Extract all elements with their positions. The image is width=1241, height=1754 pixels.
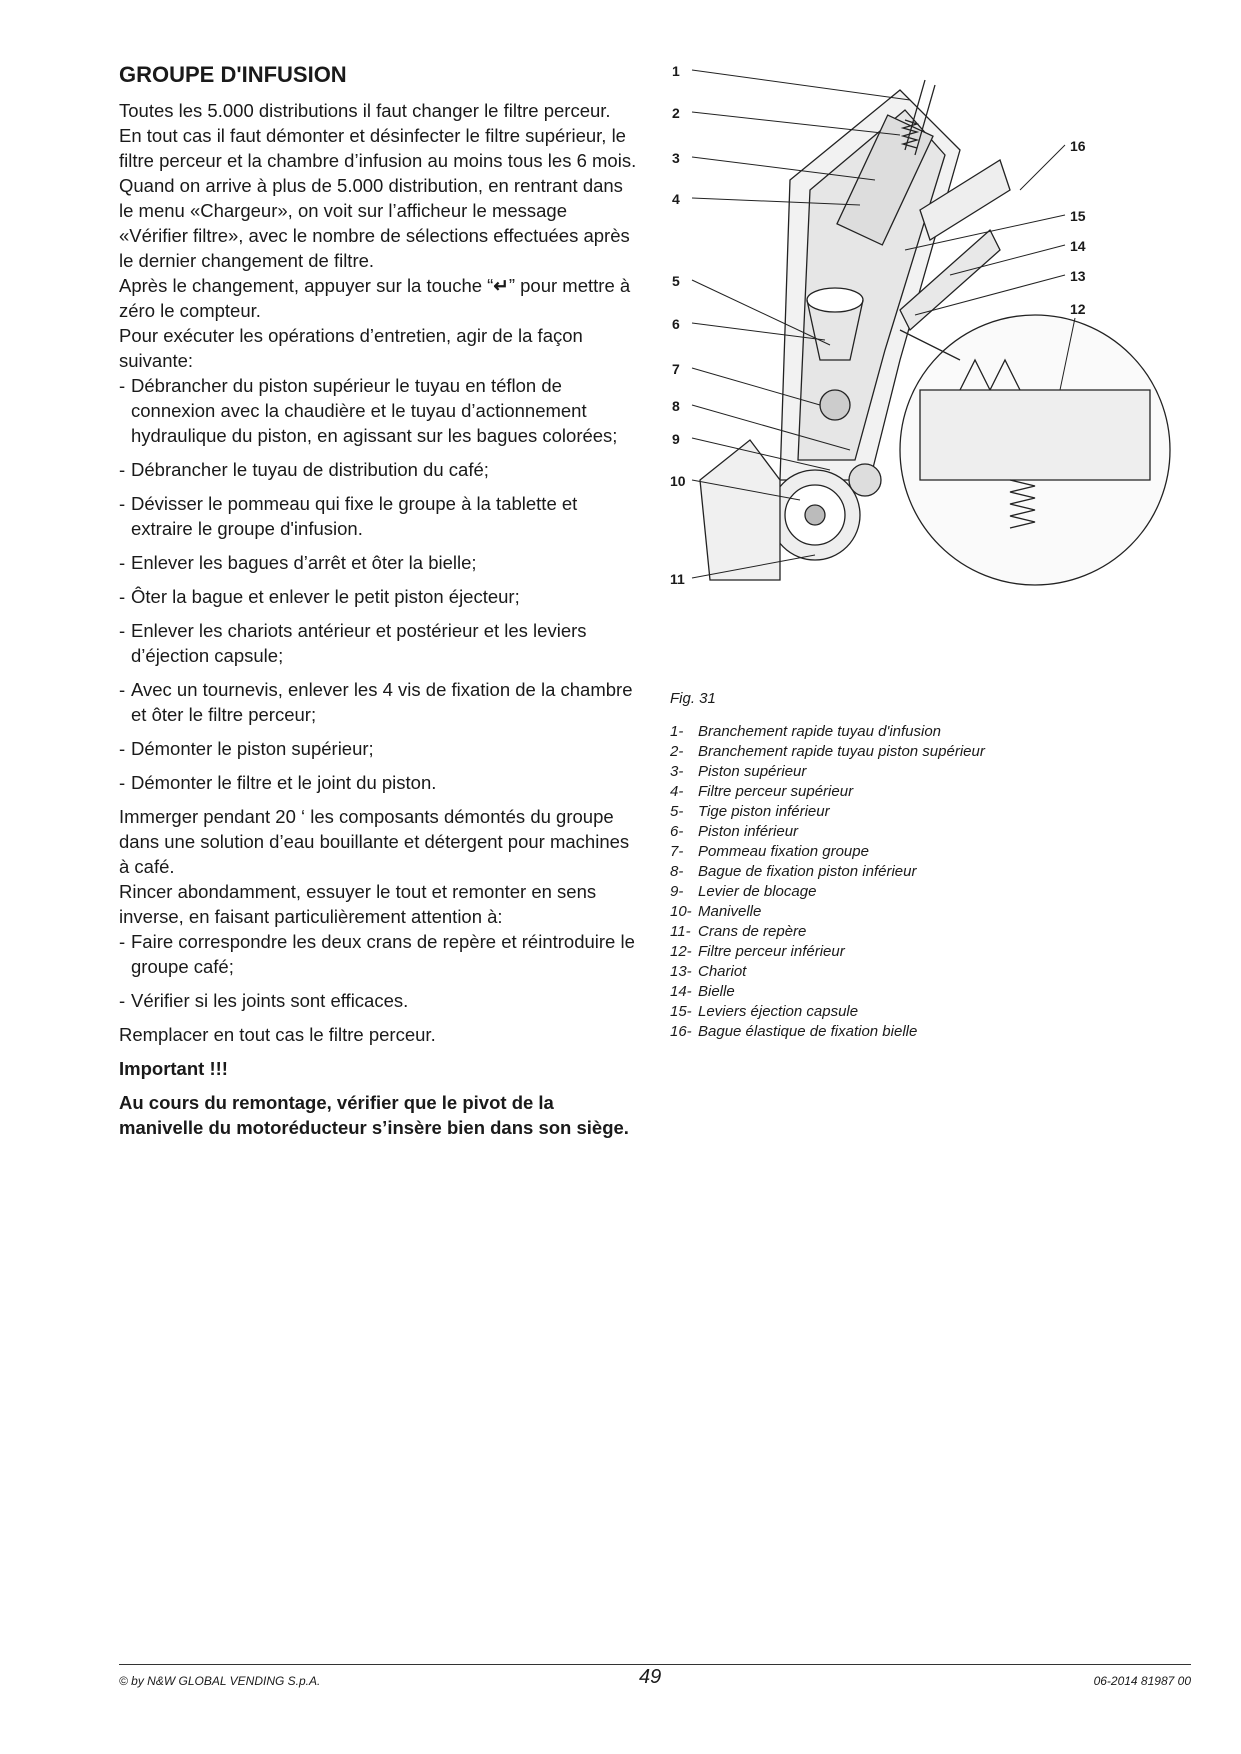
footer-copyright: © by N&W GLOBAL VENDING S.p.A.	[119, 1674, 321, 1688]
legend-number: 8-	[670, 863, 684, 880]
callout-8: 8	[672, 398, 680, 414]
legend-number: 4-	[670, 783, 684, 800]
callout-1: 1	[672, 63, 680, 79]
legend-text: Levier de blocage	[698, 883, 817, 900]
legend-number: 13-	[670, 963, 692, 980]
legend-number: 1-	[670, 723, 684, 740]
legend-number: 7-	[670, 843, 684, 860]
step-text: Débrancher le tuyau de distribution du café;	[131, 459, 489, 480]
legend-item	[670, 1002, 985, 1022]
enter-key-icon: ↵	[493, 275, 509, 296]
detail-filter-base-shape	[920, 390, 1150, 480]
legend-text: Branchement rapide tuyau piston supérieur	[698, 743, 985, 760]
step-item: - Ôter la bague et enlever le petit piston éjecteur;	[119, 584, 639, 609]
chamber-top-shape	[807, 288, 863, 312]
intro-paragraph-2: En tout cas il faut démonter et désinfecter le filtre supérieur, le filtre perceur et la chambre d’infusion au moins tous les 6 mois.	[119, 125, 637, 171]
legend-item	[670, 842, 985, 862]
step-text: Enlever les bagues d’arrêt et ôter la bielle;	[131, 552, 477, 573]
reset-paragraph	[119, 273, 639, 323]
legend-text: Filtre perceur supérieur	[698, 783, 854, 800]
legend-item	[670, 942, 985, 962]
legend-text: Filtre perceur inférieur	[698, 943, 845, 960]
callout-11: 11	[670, 571, 685, 587]
legend-number: 11-	[670, 923, 691, 940]
step-item: - Débrancher le tuyau de distribution du café;	[119, 457, 639, 482]
legend-item	[670, 742, 985, 762]
knob-shape	[820, 390, 850, 420]
step-item: - Enlever les bagues d’arrêt et ôter la bielle;	[119, 550, 639, 575]
callout-7: 7	[672, 361, 680, 377]
important-heading: Important !!!	[119, 1058, 228, 1079]
step-text: Avec un tournevis, enlever les 4 vis de fixation de la chambre et ôter le filtre perceur;	[131, 679, 633, 725]
callout-3: 3	[672, 150, 680, 166]
infusion-group-diagram	[670, 60, 1190, 670]
legend-text: Branchement rapide tuyau d'infusion	[698, 723, 942, 740]
step-item: - Enlever les chariots antérieur et postérieur et les leviers d’éjection capsule;	[119, 618, 639, 668]
legend-text: Chariot	[698, 963, 747, 980]
callout-10: 10	[670, 473, 686, 489]
legend-item	[670, 902, 985, 922]
legend-number: 3-	[670, 763, 684, 780]
step-item: - Dévisser le pommeau qui fixe le groupe à la tablette et extraire le groupe d'infusion.	[119, 491, 639, 541]
check-item: - Faire correspondre les deux crans de repère et réintroduire le groupe café;	[119, 929, 639, 979]
main-text-column	[119, 62, 639, 1140]
callout-14: 14	[1070, 238, 1086, 254]
legend-text: Bague élastique de fixation bielle	[698, 1023, 918, 1040]
step-item: - Démonter le filtre et le joint du piston.	[119, 770, 639, 795]
callout-15: 15	[1070, 208, 1086, 224]
legend-item	[670, 722, 985, 742]
callout-16: 16	[1070, 138, 1086, 154]
step-text: Enlever les chariots antérieur et postérieur et les leviers d’éjection capsule;	[131, 620, 587, 666]
lead-paragraph: Pour exécuter les opérations d’entretien, agir de la façon suivante:	[119, 325, 583, 371]
gear-shape	[849, 464, 881, 496]
callout-6: 6	[672, 316, 680, 332]
page-title: GROUPE D'INFUSION	[119, 62, 347, 87]
legend-number: 2-	[670, 743, 684, 760]
intro-paragraph-3: Quand on arrive à plus de 5.000 distribution, en rentrant dans le menu «Chargeur», on voit sur l’afficheur le message «Vérifier filtre», avec le nombre de sélections effectuées après le dernier changement de filtre.	[119, 175, 630, 271]
rinse-paragraph-1: Immerger pendant 20 ‘ les composants démontés du groupe dans une solution d’eau bouillante et détergent pour machines à café.	[119, 806, 630, 877]
step-text: Dévisser le pommeau qui fixe le groupe à la tablette et extraire le groupe d'infusion.	[131, 493, 578, 539]
legend-number: 12-	[670, 943, 692, 960]
legend-item	[670, 882, 985, 902]
callout-9: 9	[672, 431, 680, 447]
replace-paragraph: Remplacer en tout cas le filtre perceur.	[119, 1024, 436, 1045]
page-number: 49	[639, 1666, 662, 1688]
step-item: - Débrancher du piston supérieur le tuyau en téflon de connexion avec la chaudière et le tuyau d’actionnement hydraulique du piston, en agissant sur les bagues colorées;	[119, 373, 639, 448]
warning-paragraph: Au cours du remontage, vérifier que le pivot de la manivelle du motoréducteur s’insère bien dans son siège.	[119, 1092, 629, 1138]
figure-legend	[670, 722, 985, 1042]
legend-item	[670, 802, 985, 822]
footer-doc-code: 06-2014 81987 00	[1093, 1674, 1191, 1688]
legend-item	[670, 1022, 985, 1042]
step-item: - Démonter le piston supérieur;	[119, 736, 639, 761]
check-text: Faire correspondre les deux crans de repère et réintroduire le groupe café;	[131, 931, 635, 977]
legend-number: 6-	[670, 823, 684, 840]
legend-text: Tige piston inférieur	[698, 803, 830, 820]
crank-hub-shape	[805, 505, 825, 525]
legend-text: Piston inférieur	[698, 823, 799, 840]
intro-paragraph-1: Toutes les 5.000 distributions il faut changer le filtre perceur.	[119, 100, 611, 121]
check-item: - Vérifier si les joints sont efficaces.	[119, 988, 639, 1013]
legend-text: Bielle	[698, 983, 735, 1000]
legend-number: 15-	[670, 1003, 692, 1020]
footer-divider	[119, 1664, 1191, 1665]
callout-13: 13	[1070, 268, 1086, 284]
callout-2: 2	[672, 105, 680, 121]
step-text: Ôter la bague et enlever le petit piston éjecteur;	[131, 586, 520, 607]
base-plate-shape	[700, 440, 780, 580]
legend-number: 16-	[670, 1023, 692, 1040]
legend-item	[670, 782, 985, 802]
legend-text: Crans de repère	[698, 923, 807, 940]
legend-number: 10-	[670, 903, 692, 920]
callout-4: 4	[672, 191, 680, 207]
callout-5: 5	[672, 273, 680, 289]
legend-text: Pommeau fixation groupe	[698, 843, 869, 860]
check-text: Vérifier si les joints sont efficaces.	[131, 990, 409, 1011]
legend-item	[670, 862, 985, 882]
legend-text: Piston supérieur	[698, 763, 807, 780]
legend-item	[670, 962, 985, 982]
legend-number: 5-	[670, 803, 684, 820]
legend-text: Manivelle	[698, 903, 762, 920]
legend-text: Bague de fixation piston inférieur	[698, 863, 917, 880]
legend-item	[670, 982, 985, 1002]
legend-item	[670, 922, 985, 942]
callout-12: 12	[1070, 301, 1086, 317]
step-item: - Avec un tournevis, enlever les 4 vis de fixation de la chambre et ôter le filtre perceur;	[119, 677, 639, 727]
legend-number: 14-	[670, 983, 692, 1000]
legend-text: Leviers éjection capsule	[698, 1003, 859, 1020]
legend-number: 9-	[670, 883, 684, 900]
legend-item	[670, 762, 985, 782]
step-text: Démonter le piston supérieur;	[131, 738, 374, 759]
step-text: Débrancher du piston supérieur le tuyau en téflon de connexion avec la chaudière et le tuyau d’actionnement hydraulique du piston, en agissant sur les bagues colorées;	[131, 375, 618, 446]
reset-text-after: ” pour mettre à zéro le compteur.	[119, 275, 631, 321]
step-text: Démonter le filtre et le joint du piston.	[131, 772, 437, 793]
legend-item	[670, 822, 985, 842]
rinse-paragraph-2: Rincer abondamment, essuyer le tout et remonter en sens inverse, en faisant particulièrement attention à:	[119, 881, 597, 927]
reset-text-before: Après le changement, appuyer sur la touche “	[119, 275, 494, 296]
figure-caption: Fig. 31	[670, 690, 716, 707]
